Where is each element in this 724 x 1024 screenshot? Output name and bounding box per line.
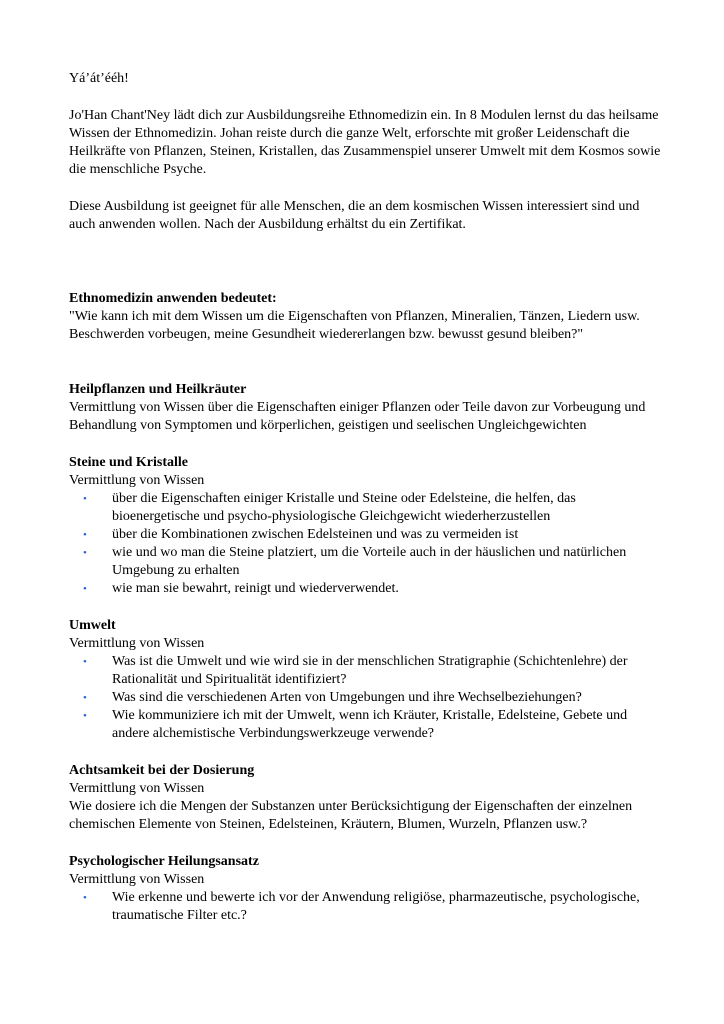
section-heading: Achtsamkeit bei der Dosierung <box>69 763 255 778</box>
bullet-icon: • <box>83 656 87 668</box>
definition-heading: Ethnomedizin anwenden bedeutet: <box>69 291 277 306</box>
section-heading: Steine und Kristalle <box>69 455 189 470</box>
section-heading: Heilpflanzen und Heilkräuter <box>69 382 247 397</box>
intro-paragraph: Jo'Han Chant'Ney lädt dich zur Ausbildungsreihe Ethnomedizin ein. In 8 Modulen lernst du das heilsame Wissen der Ethnomedizin. Johan reiste durch die ganze Welt, erforschte mit großer Leidenschaft die Heilkräfte von Pflanzen, Steinen, Kristallen, das Zusammenspiel unserer Umwelt mit dem Kosmos sowie die menschliche Psyche. <box>69 108 661 177</box>
definition-quote: "Wie kann ich mit dem Wissen um die Eigenschaften von Pflanzen, Mineralien, Tänzen, Liedern usw. Beschwerden vorbeugen, meine Gesundheit wiedererlangen bzw. bewusst gesund bleiben?" <box>69 309 640 342</box>
greeting: Yá’át’ééh! <box>69 71 129 86</box>
section-intro: Vermittlung von Wissen <box>69 872 205 887</box>
bullet-icon: • <box>83 892 87 904</box>
bullet-list <box>69 889 664 925</box>
list-item <box>69 580 664 598</box>
list-item-text: über die Eigenschaften einiger Kristalle und Steine oder Edelsteine, die helfen, das bioenergetische und psycho-physiologische Gleichgewicht wiederherzustellen <box>112 491 576 524</box>
list-item-text: Was sind die verschiedenen Arten von Umgebungen und ihre Wechselbeziehungen? <box>112 690 582 705</box>
list-item-text: wie und wo man die Steine platziert, um die Vorteile auch in der häuslichen und natürlichen Umgebung zu erhalten <box>112 545 627 578</box>
section-intro: Vermittlung von Wissen <box>69 781 205 796</box>
list-item <box>69 526 664 544</box>
list-item <box>69 544 664 580</box>
bullet-list <box>69 653 664 743</box>
section-intro: Vermittlung von Wissen <box>69 473 205 488</box>
section-text: Vermittlung von Wissen über die Eigenschaften einiger Pflanzen oder Teile davon zur Vorbeugung und Behandlung von Symptomen und körperlichen, geistigen und seelischen Ungleichgewichten <box>69 400 646 433</box>
list-item-text: Wie erkenne und bewerte ich vor der Anwendung religiöse, pharmazeutische, psychologische, traumatische Filter etc.? <box>112 890 640 923</box>
section-heilpflanzen <box>69 381 664 435</box>
section-heading: Umwelt <box>69 618 116 633</box>
bullet-icon: • <box>83 547 87 559</box>
list-item <box>69 490 664 526</box>
bullet-icon: • <box>83 493 87 505</box>
list-item <box>69 689 664 707</box>
section-heading: Psychologischer Heilungsansatz <box>69 854 259 869</box>
intro-paragraph-certificate: Diese Ausbildung ist geeignet für alle Menschen, die an dem kosmischen Wissen interessiert sind und auch anwenden wollen. Nach der Ausbildung erhältst du ein Zertifikat. <box>69 199 640 232</box>
section-psychologie <box>69 853 664 925</box>
list-item <box>69 653 664 689</box>
list-item-text: über die Kombinationen zwischen Edelsteinen und was zu vermeiden ist <box>112 527 519 542</box>
definition-block <box>69 290 664 344</box>
section-steine <box>69 454 664 598</box>
list-item <box>69 889 664 925</box>
bullet-icon: • <box>83 583 87 595</box>
list-item <box>69 707 664 743</box>
bullet-icon: • <box>83 692 87 704</box>
bullet-list <box>69 490 664 598</box>
list-item-text: Was ist die Umwelt und wie wird sie in der menschlichen Stratigraphie (Schichtenlehre) der Rationalität und Spiritualität identifiziert? <box>112 654 628 687</box>
list-item-text: wie man sie bewahrt, reinigt und wiederverwendet. <box>112 581 399 596</box>
section-dosierung <box>69 762 664 834</box>
list-item-text: Wie kommuniziere ich mit der Umwelt, wenn ich Kräuter, Kristalle, Edelsteine, Gebete und andere alchemistische Verbindungswerkzeuge verwende? <box>112 708 628 741</box>
spacer <box>69 253 664 290</box>
section-text: Wie dosiere ich die Mengen der Substanzen unter Berücksichtigung der Eigenschaften der einzelnen chemischen Elemente von Steinen, Edelsteinen, Kräutern, Blumen, Wurzeln, Pflanzen usw.? <box>69 799 633 832</box>
section-intro: Vermittlung von Wissen <box>69 636 205 651</box>
bullet-icon: • <box>83 710 87 722</box>
bullet-icon: • <box>83 529 87 541</box>
section-umwelt <box>69 617 664 743</box>
